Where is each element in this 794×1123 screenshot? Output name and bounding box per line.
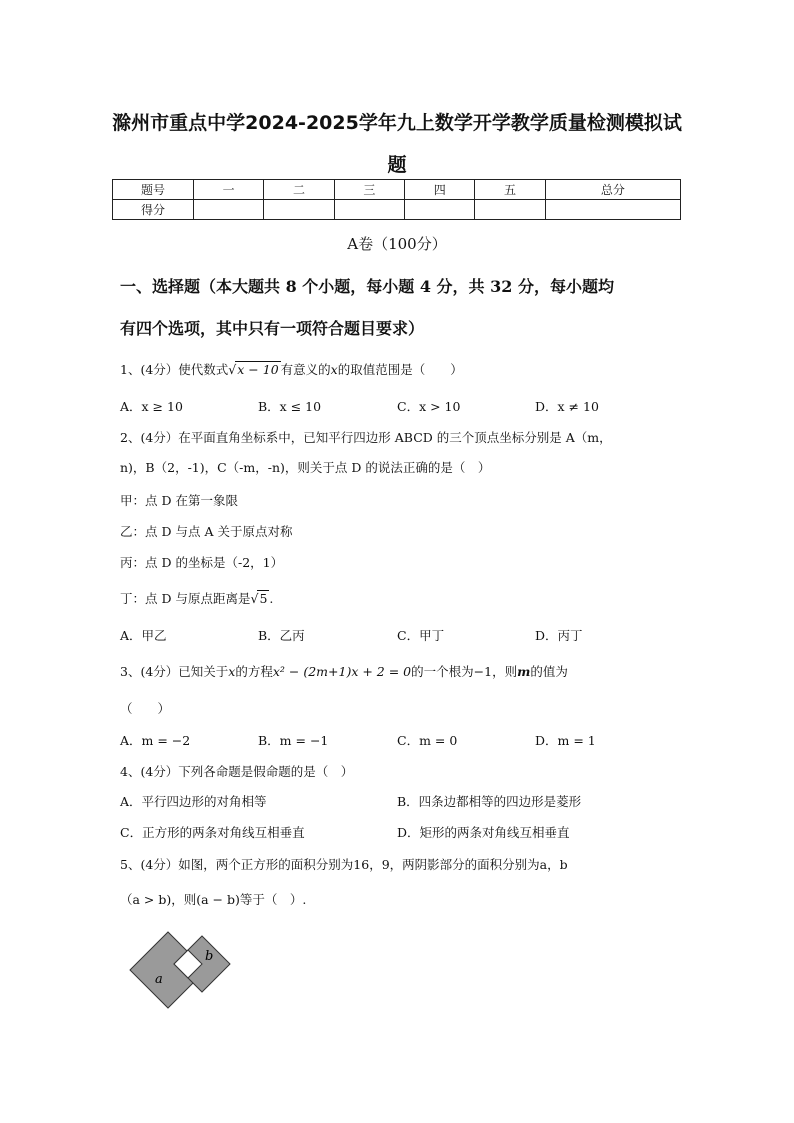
question-1-stem [120,360,463,378]
q2-option-b[interactable]: B．乙丙 [258,628,305,643]
q2-statement-ding [120,589,273,607]
q1-text: 的取值范围是（ ） [337,362,463,377]
score-cell: 总分 [545,180,680,200]
q4-option-c[interactable]: C．正方形的两条对角线互相垂直 [120,825,305,840]
q3-answer-blank: （ ） [120,701,171,716]
score-input-cell[interactable] [334,200,404,220]
paper-title-cont: 题 [387,154,407,176]
q1-option-b[interactable]: B．x ≤ 10 [258,399,322,414]
q3-text: 的一个根为−1，则 [411,664,518,679]
score-table [112,179,681,220]
q2-statement-bing: 丙：点 D 的坐标是（-2，1） [120,555,284,570]
score-input-cell[interactable] [405,200,475,220]
q1-radicand: x − 10 [237,362,279,377]
q1-variable: x [330,362,338,377]
q1-option-d[interactable]: D．x ≠ 10 [535,399,599,414]
question-5-stem-cont: （a > b)，则(a − b)等于（ ）. [120,892,307,907]
q2-radicand: 5 [259,591,268,606]
overlapping-squares-figure [126,928,234,1014]
q2-option-a[interactable]: A．甲乙 [120,628,167,643]
q3-variable: x [228,664,236,679]
score-cell: 一 [194,180,264,200]
q2-statement-yi: 乙：点 D 与点 A 关于原点对称 [120,524,293,539]
q3-option-a[interactable]: A．m = −2 [120,733,191,748]
score-input-cell[interactable] [545,200,680,220]
q3-option-c[interactable]: C．m = 0 [397,733,458,748]
score-cell: 二 [264,180,334,200]
q1-option-a[interactable]: A．x ≥ 10 [120,399,183,414]
q3-text: 3、(4分）已知关于 [120,664,229,679]
question-3-stem [120,662,568,680]
section-heading-cont: 有四个选项，其中只有一项符合题目要求） [120,319,425,338]
label-a: a [155,972,163,987]
score-table-score-row [113,200,681,220]
q3-text: 的值为 [530,664,568,679]
q1-text: 1、(4分）使代数式 [120,362,229,377]
score-input-cell[interactable] [194,200,264,220]
q3-variable: m [517,664,531,679]
paper-title: 滁州市重点中学2024-2025学年九上数学开学教学质量检测模拟试 [112,112,682,134]
score-cell: 五 [475,180,545,200]
q4-option-a[interactable]: A．平行四边形的对角相等 [120,794,267,809]
q3-equation: x² − (2m+1)x + 2 = 0 [272,664,412,679]
q2-option-c[interactable]: C．甲丁 [397,628,445,643]
question-2-stem: 2、(4分）在平面直角坐标系中，已知平行四边形 ABCD 的三个顶点坐标分别是 A（m， [120,430,612,445]
question-4-stem: 4、(4分）下列各命题是假命题的是（ ） [120,764,354,779]
score-cell: 三 [334,180,404,200]
question-5-stem: 5、(4分）如图，两个正方形的面积分别为16，9，两阴影部分的面积分别为a，b [120,857,568,872]
score-input-cell[interactable] [475,200,545,220]
radical-sign: √ [228,362,237,377]
q3-option-b[interactable]: B．m = −1 [258,733,329,748]
radical-sign: √ [250,591,259,606]
q2-text: . [269,591,274,606]
question-2-stem-cont: n)，B（2，-1)，C（-m，-n)，则关于点 D 的说法正确的是（ ） [120,460,491,475]
score-cell: 四 [405,180,475,200]
q1-option-c[interactable]: C．x > 10 [397,399,461,414]
label-b: b [205,949,214,964]
q1-text: 有意义的 [280,362,331,377]
q2-statement-jia: 甲：点 D 在第一象限 [120,493,238,508]
q2-text: 丁：点 D 与原点距离是 [120,591,251,606]
score-input-cell[interactable] [264,200,334,220]
q4-option-b[interactable]: B．四条边都相等的四边形是菱形 [397,794,582,809]
q3-text: 的方程 [235,664,273,679]
paper-section-label: A卷（100分） [347,235,447,253]
score-table-header-row [113,180,681,200]
q4-option-d[interactable]: D．矩形的两条对角线互相垂直 [397,825,570,840]
score-cell: 得分 [113,200,194,220]
section-heading: 一、选择题（本大题共 8 个小题，每小题 4 分，共 32 分，每小题均 [120,277,614,296]
score-cell: 题号 [113,180,194,200]
q3-option-d[interactable]: D．m = 1 [535,733,596,748]
q2-option-d[interactable]: D．丙丁 [535,628,583,643]
